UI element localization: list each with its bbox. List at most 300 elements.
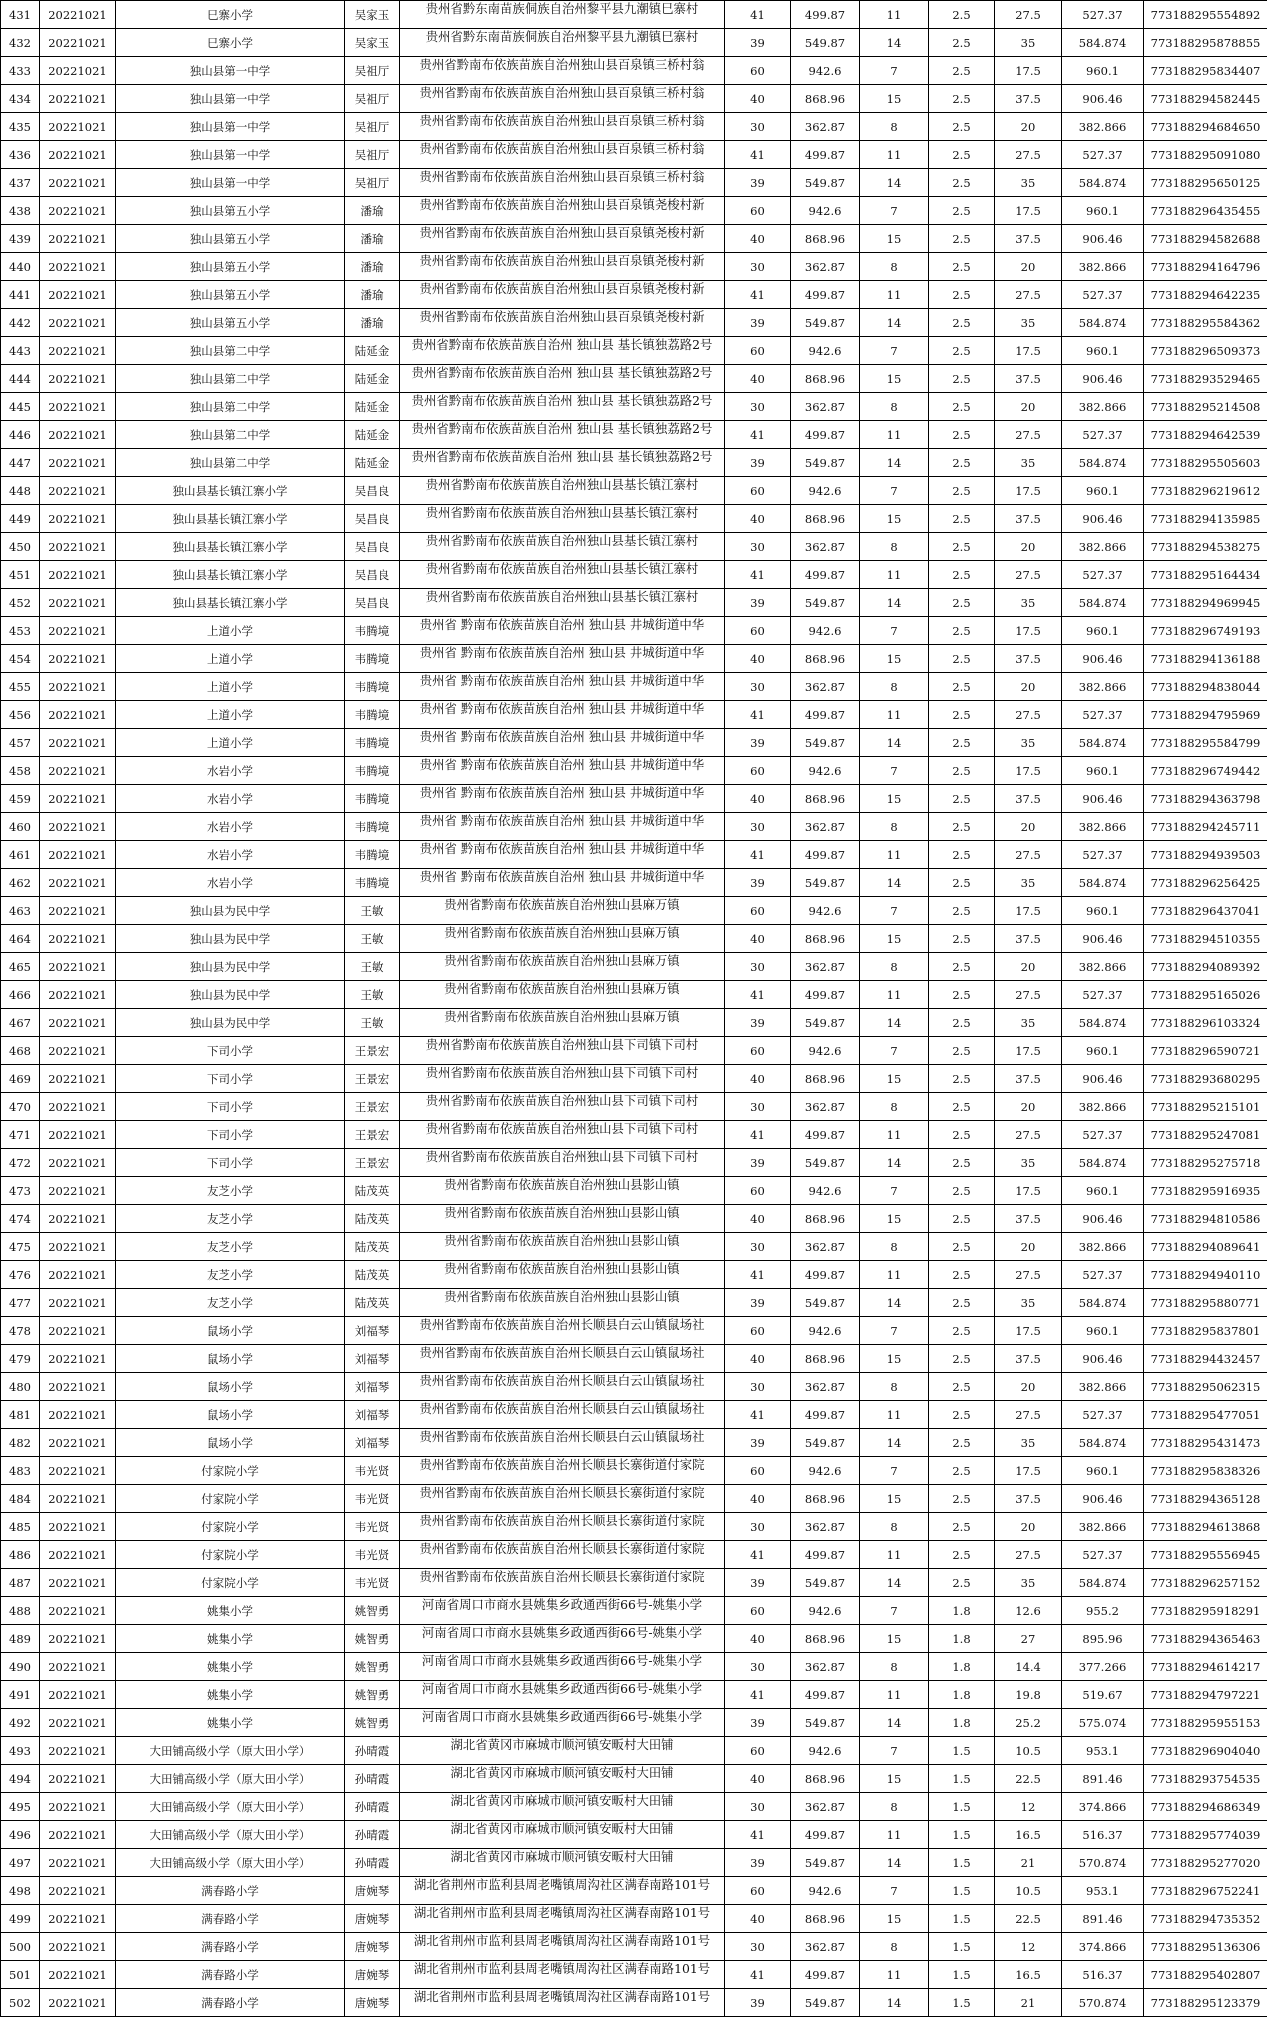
- unit-rate: 2.5: [929, 337, 995, 365]
- amount: 549.87: [791, 869, 860, 897]
- quantity: 39: [725, 589, 791, 617]
- amount: 362.87: [791, 113, 860, 141]
- pieces: 8: [860, 1233, 929, 1261]
- contact-name: 陆茂英: [345, 1261, 400, 1289]
- order-date: 20221021: [40, 1401, 116, 1429]
- shipping-fee: 20: [995, 253, 1062, 281]
- order-date: 20221021: [40, 85, 116, 113]
- tracking-number: 773188296257152: [1144, 1569, 1267, 1597]
- contact-name: 刘福琴: [345, 1429, 400, 1457]
- unit-rate: 2.5: [929, 477, 995, 505]
- tracking-number: 773188295916935: [1144, 1177, 1267, 1205]
- quantity: 39: [725, 1149, 791, 1177]
- quantity: 30: [725, 1513, 791, 1541]
- row-number: 502: [1, 1989, 40, 2017]
- school-name: 独山县第一中学: [116, 57, 345, 85]
- school-name: 大田铺高级小学（原大田小学）: [116, 1821, 345, 1849]
- table-row: [1, 617, 1267, 645]
- quantity: 40: [725, 1065, 791, 1093]
- school-name: 姚集小学: [116, 1597, 345, 1625]
- quantity: 41: [725, 1821, 791, 1849]
- school-name: 独山县第二中学: [116, 421, 345, 449]
- tracking-number: 773188294089392: [1144, 953, 1267, 981]
- shipping-address: 湖北省荆州市监利县周老嘴镇周沟社区满春南路101号: [400, 1905, 725, 1933]
- table-row: [1, 85, 1267, 113]
- pieces: 7: [860, 1597, 929, 1625]
- shipping-address: 河南省周口市商水县姚集乡政通西街66号-姚集小学: [400, 1681, 725, 1709]
- contact-name: 吴家玉: [345, 29, 400, 57]
- order-date: 20221021: [40, 897, 116, 925]
- order-date: 20221021: [40, 169, 116, 197]
- total-amount: 960.1: [1062, 477, 1144, 505]
- total-amount: 516.37: [1062, 1961, 1144, 1989]
- unit-rate: 2.5: [929, 1233, 995, 1261]
- unit-rate: 2.5: [929, 393, 995, 421]
- school-name: 独山县为民中学: [116, 925, 345, 953]
- school-name: 大田铺高级小学（原大田小学）: [116, 1765, 345, 1793]
- order-date: 20221021: [40, 253, 116, 281]
- table-row: [1, 1709, 1267, 1737]
- unit-rate: 2.5: [929, 617, 995, 645]
- order-date: 20221021: [40, 1709, 116, 1737]
- unit-rate: 1.8: [929, 1709, 995, 1737]
- total-amount: 584.874: [1062, 1009, 1144, 1037]
- total-amount: 960.1: [1062, 897, 1144, 925]
- pieces: 7: [860, 1037, 929, 1065]
- shipping-fee: 35: [995, 869, 1062, 897]
- pieces: 14: [860, 869, 929, 897]
- school-name: 鼠场小学: [116, 1317, 345, 1345]
- school-name: 满春路小学: [116, 1989, 345, 2017]
- total-amount: 374.866: [1062, 1793, 1144, 1821]
- pieces: 14: [860, 1009, 929, 1037]
- contact-name: 韦光贤: [345, 1569, 400, 1597]
- unit-rate: 2.5: [929, 1345, 995, 1373]
- shipping-fee: 22.5: [995, 1765, 1062, 1793]
- row-number: 458: [1, 757, 40, 785]
- total-amount: 960.1: [1062, 1317, 1144, 1345]
- quantity: 30: [725, 533, 791, 561]
- row-number: 487: [1, 1569, 40, 1597]
- order-date: 20221021: [40, 589, 116, 617]
- amount: 942.6: [791, 617, 860, 645]
- shipping-fee: 37.5: [995, 85, 1062, 113]
- shipping-address: 河南省周口市商水县姚集乡政通西街66号-姚集小学: [400, 1625, 725, 1653]
- amount: 362.87: [791, 813, 860, 841]
- contact-name: 孙晴霞: [345, 1849, 400, 1877]
- row-number: 446: [1, 421, 40, 449]
- table-row: [1, 1485, 1267, 1513]
- row-number: 447: [1, 449, 40, 477]
- tracking-number: 773188294432457: [1144, 1345, 1267, 1373]
- table-row: [1, 309, 1267, 337]
- amount: 868.96: [791, 925, 860, 953]
- contact-name: 韦腾境: [345, 729, 400, 757]
- row-number: 466: [1, 981, 40, 1009]
- total-amount: 382.866: [1062, 673, 1144, 701]
- shipping-fee: 17.5: [995, 337, 1062, 365]
- table-row: [1, 785, 1267, 813]
- school-name: 下司小学: [116, 1121, 345, 1149]
- shipping-fee: 20: [995, 673, 1062, 701]
- shipping-fee: 35: [995, 1009, 1062, 1037]
- shipping-address: 湖北省黄冈市麻城市顺河镇安畈村大田铺: [400, 1793, 725, 1821]
- school-name: 大田铺高级小学（原大田小学）: [116, 1793, 345, 1821]
- shipping-address: 贵州省黔南布依族苗族自治州长顺县长寨街道付家院: [400, 1513, 725, 1541]
- contact-name: 姚智勇: [345, 1625, 400, 1653]
- total-amount: 584.874: [1062, 729, 1144, 757]
- row-number: 498: [1, 1877, 40, 1905]
- amount: 499.87: [791, 1541, 860, 1569]
- order-date: 20221021: [40, 1877, 116, 1905]
- total-amount: 584.874: [1062, 1289, 1144, 1317]
- unit-rate: 2.5: [929, 1317, 995, 1345]
- amount: 499.87: [791, 421, 860, 449]
- total-amount: 584.874: [1062, 589, 1144, 617]
- school-name: 巳寨小学: [116, 1, 345, 29]
- pieces: 15: [860, 925, 929, 953]
- tracking-number: 773188295834407: [1144, 57, 1267, 85]
- school-name: 独山县第一中学: [116, 113, 345, 141]
- row-number: 496: [1, 1821, 40, 1849]
- total-amount: 960.1: [1062, 1457, 1144, 1485]
- table-row: [1, 869, 1267, 897]
- shipping-address: 贵州省黔南布依族苗族自治州独山县下司镇下司村: [400, 1093, 725, 1121]
- shipping-address: 贵州省黔东南苗族侗族自治州黎平县九潮镇巳寨村: [400, 29, 725, 57]
- total-amount: 955.2: [1062, 1597, 1144, 1625]
- contact-name: 陆延金: [345, 365, 400, 393]
- quantity: 60: [725, 1177, 791, 1205]
- quantity: 60: [725, 617, 791, 645]
- table-row: [1, 561, 1267, 589]
- total-amount: 382.866: [1062, 1233, 1144, 1261]
- table-row: [1, 1373, 1267, 1401]
- order-date: 20221021: [40, 225, 116, 253]
- shipping-fee: 35: [995, 589, 1062, 617]
- unit-rate: 2.5: [929, 309, 995, 337]
- order-date: 20221021: [40, 1625, 116, 1653]
- table-row: [1, 1345, 1267, 1373]
- shipping-address: 河南省周口市商水县姚集乡政通西街66号-姚集小学: [400, 1709, 725, 1737]
- shipping-fee: 20: [995, 533, 1062, 561]
- row-number: 433: [1, 57, 40, 85]
- school-name: 姚集小学: [116, 1709, 345, 1737]
- school-name: 水岩小学: [116, 785, 345, 813]
- order-date: 20221021: [40, 645, 116, 673]
- school-name: 巳寨小学: [116, 29, 345, 57]
- unit-rate: 2.5: [929, 673, 995, 701]
- shipping-fee: 17.5: [995, 477, 1062, 505]
- pieces: 15: [860, 505, 929, 533]
- quantity: 40: [725, 1905, 791, 1933]
- quantity: 41: [725, 1681, 791, 1709]
- tracking-number: 773188295584362: [1144, 309, 1267, 337]
- tracking-number: 773188295164434: [1144, 561, 1267, 589]
- pieces: 14: [860, 729, 929, 757]
- total-amount: 953.1: [1062, 1877, 1144, 1905]
- unit-rate: 2.5: [929, 561, 995, 589]
- tracking-number: 773188293680295: [1144, 1065, 1267, 1093]
- row-number: 469: [1, 1065, 40, 1093]
- table-row: [1, 1177, 1267, 1205]
- unit-rate: 2.5: [929, 1093, 995, 1121]
- shipping-fee: 17.5: [995, 57, 1062, 85]
- tracking-number: 773188295554892: [1144, 1, 1267, 29]
- table-row: [1, 1037, 1267, 1065]
- pieces: 15: [860, 645, 929, 673]
- school-name: 独山县为民中学: [116, 897, 345, 925]
- shipping-fee: 27.5: [995, 561, 1062, 589]
- unit-rate: 2.5: [929, 365, 995, 393]
- quantity: 60: [725, 1737, 791, 1765]
- tracking-number: 773188295215101: [1144, 1093, 1267, 1121]
- unit-rate: 2.5: [929, 57, 995, 85]
- contact-name: 王景宏: [345, 1121, 400, 1149]
- row-number: 476: [1, 1261, 40, 1289]
- shipping-address: 湖北省黄冈市麻城市顺河镇安畈村大田铺: [400, 1849, 725, 1877]
- row-number: 481: [1, 1401, 40, 1429]
- contact-name: 刘福琴: [345, 1373, 400, 1401]
- row-number: 431: [1, 1, 40, 29]
- shipping-fee: 17.5: [995, 1317, 1062, 1345]
- quantity: 60: [725, 1877, 791, 1905]
- quantity: 60: [725, 1317, 791, 1345]
- pieces: 11: [860, 1, 929, 29]
- contact-name: 韦腾境: [345, 701, 400, 729]
- total-amount: 570.874: [1062, 1989, 1144, 2017]
- school-name: 独山县第二中学: [116, 449, 345, 477]
- pieces: 15: [860, 785, 929, 813]
- school-name: 大田铺高级小学（原大田小学）: [116, 1737, 345, 1765]
- quantity: 39: [725, 169, 791, 197]
- table-row: [1, 1149, 1267, 1177]
- contact-name: 韦腾境: [345, 673, 400, 701]
- contact-name: 姚智勇: [345, 1681, 400, 1709]
- total-amount: 584.874: [1062, 1429, 1144, 1457]
- amount: 868.96: [791, 785, 860, 813]
- amount: 362.87: [791, 533, 860, 561]
- pieces: 11: [860, 701, 929, 729]
- quantity: 60: [725, 1037, 791, 1065]
- pieces: 11: [860, 981, 929, 1009]
- amount: 942.6: [791, 1037, 860, 1065]
- table-row: [1, 1849, 1267, 1877]
- total-amount: 906.46: [1062, 785, 1144, 813]
- row-number: 438: [1, 197, 40, 225]
- school-name: 独山县第一中学: [116, 169, 345, 197]
- contact-name: 陆延金: [345, 337, 400, 365]
- row-number: 485: [1, 1513, 40, 1541]
- shipping-fee: 27.5: [995, 1541, 1062, 1569]
- contact-name: 吴昌良: [345, 589, 400, 617]
- amount: 499.87: [791, 281, 860, 309]
- table-row: [1, 645, 1267, 673]
- shipping-fee: 27.5: [995, 1401, 1062, 1429]
- school-name: 上道小学: [116, 673, 345, 701]
- shipping-address: 湖北省荆州市监利县周老嘴镇周沟社区满春南路101号: [400, 1989, 725, 2017]
- total-amount: 382.866: [1062, 1373, 1144, 1401]
- unit-rate: 1.8: [929, 1625, 995, 1653]
- pieces: 14: [860, 29, 929, 57]
- table-row: [1, 1765, 1267, 1793]
- unit-rate: 2.5: [929, 141, 995, 169]
- unit-rate: 2.5: [929, 1205, 995, 1233]
- pieces: 11: [860, 421, 929, 449]
- amount: 868.96: [791, 1205, 860, 1233]
- pieces: 11: [860, 1821, 929, 1849]
- contact-name: 唐婉琴: [345, 1905, 400, 1933]
- unit-rate: 2.5: [929, 29, 995, 57]
- shipping-address: 贵州省黔南布依族苗族自治州独山县下司镇下司村: [400, 1037, 725, 1065]
- amount: 942.6: [791, 757, 860, 785]
- amount: 868.96: [791, 1065, 860, 1093]
- pieces: 15: [860, 1205, 929, 1233]
- unit-rate: 2.5: [929, 1485, 995, 1513]
- school-name: 独山县为民中学: [116, 981, 345, 1009]
- row-number: 484: [1, 1485, 40, 1513]
- pieces: 11: [860, 1541, 929, 1569]
- school-name: 独山县基长镇江寨小学: [116, 505, 345, 533]
- shipping-address: 贵州省黔南布依族苗族自治州独山县影山镇: [400, 1177, 725, 1205]
- order-date: 20221021: [40, 393, 116, 421]
- quantity: 39: [725, 1989, 791, 2017]
- row-number: 499: [1, 1905, 40, 1933]
- order-date: 20221021: [40, 561, 116, 589]
- pieces: 14: [860, 1289, 929, 1317]
- order-date: 20221021: [40, 1261, 116, 1289]
- quantity: 40: [725, 505, 791, 533]
- tracking-number: 773188294797221: [1144, 1681, 1267, 1709]
- school-name: 独山县第一中学: [116, 85, 345, 113]
- tracking-number: 773188294135985: [1144, 505, 1267, 533]
- pieces: 15: [860, 225, 929, 253]
- table-row: [1, 197, 1267, 225]
- tracking-number: 773188296752241: [1144, 1877, 1267, 1905]
- order-date: 20221021: [40, 1373, 116, 1401]
- amount: 868.96: [791, 225, 860, 253]
- table-row: [1, 1681, 1267, 1709]
- table-row: [1, 925, 1267, 953]
- tracking-number: 773188295650125: [1144, 169, 1267, 197]
- pieces: 7: [860, 617, 929, 645]
- tracking-number: 773188295123379: [1144, 1989, 1267, 2017]
- unit-rate: 2.5: [929, 1457, 995, 1485]
- unit-rate: 2.5: [929, 813, 995, 841]
- amount: 942.6: [791, 1597, 860, 1625]
- unit-rate: 2.5: [929, 505, 995, 533]
- amount: 549.87: [791, 309, 860, 337]
- table-row: [1, 253, 1267, 281]
- row-number: 462: [1, 869, 40, 897]
- quantity: 30: [725, 1793, 791, 1821]
- shipping-address: 贵州省黔南布依族苗族自治州独山县基长镇江寨村: [400, 589, 725, 617]
- pieces: 7: [860, 757, 929, 785]
- pieces: 15: [860, 1345, 929, 1373]
- tracking-number: 773188294245711: [1144, 813, 1267, 841]
- school-name: 鼠场小学: [116, 1401, 345, 1429]
- order-date: 20221021: [40, 1989, 116, 2017]
- row-number: 477: [1, 1289, 40, 1317]
- total-amount: 891.46: [1062, 1765, 1144, 1793]
- tracking-number: 773188295878855: [1144, 29, 1267, 57]
- shipping-fee: 37.5: [995, 785, 1062, 813]
- contact-name: 王景宏: [345, 1065, 400, 1093]
- pieces: 11: [860, 561, 929, 589]
- total-amount: 584.874: [1062, 309, 1144, 337]
- row-number: 471: [1, 1121, 40, 1149]
- quantity: 40: [725, 925, 791, 953]
- row-number: 451: [1, 561, 40, 589]
- row-number: 482: [1, 1429, 40, 1457]
- unit-rate: 2.5: [929, 253, 995, 281]
- quantity: 39: [725, 29, 791, 57]
- row-number: 434: [1, 85, 40, 113]
- quantity: 41: [725, 561, 791, 589]
- total-amount: 575.074: [1062, 1709, 1144, 1737]
- pieces: 14: [860, 1989, 929, 2017]
- total-amount: 891.46: [1062, 1905, 1144, 1933]
- shipping-address: 贵州省黔南布依族苗族自治州长顺县长寨街道付家院: [400, 1541, 725, 1569]
- order-date: 20221021: [40, 1793, 116, 1821]
- contact-name: 王敏: [345, 925, 400, 953]
- shipping-address: 贵州省黔南布依族苗族自治州独山县下司镇下司村: [400, 1065, 725, 1093]
- order-date: 20221021: [40, 1177, 116, 1205]
- order-date: 20221021: [40, 1961, 116, 1989]
- tracking-number: 773188294940110: [1144, 1261, 1267, 1289]
- shipping-fee: 12: [995, 1933, 1062, 1961]
- shipping-fee: 35: [995, 169, 1062, 197]
- row-number: 456: [1, 701, 40, 729]
- unit-rate: 1.5: [929, 1765, 995, 1793]
- unit-rate: 1.5: [929, 1905, 995, 1933]
- table-row: [1, 29, 1267, 57]
- tracking-number: 773188296256425: [1144, 869, 1267, 897]
- shipping-fee: 37.5: [995, 365, 1062, 393]
- order-date: 20221021: [40, 1653, 116, 1681]
- row-number: 454: [1, 645, 40, 673]
- school-name: 独山县第五小学: [116, 197, 345, 225]
- pieces: 14: [860, 589, 929, 617]
- quantity: 40: [725, 1205, 791, 1233]
- amount: 549.87: [791, 729, 860, 757]
- contact-name: 吴昌良: [345, 561, 400, 589]
- amount: 942.6: [791, 1317, 860, 1345]
- tracking-number: 773188294365128: [1144, 1485, 1267, 1513]
- amount: 549.87: [791, 1849, 860, 1877]
- order-date: 20221021: [40, 337, 116, 365]
- school-name: 独山县基长镇江寨小学: [116, 477, 345, 505]
- pieces: 8: [860, 533, 929, 561]
- table-row: [1, 1233, 1267, 1261]
- school-name: 付家院小学: [116, 1457, 345, 1485]
- order-date: 20221021: [40, 757, 116, 785]
- shipping-address: 贵州省黔南布依族苗族自治州长顺县长寨街道付家院: [400, 1569, 725, 1597]
- total-amount: 516.37: [1062, 1821, 1144, 1849]
- pieces: 15: [860, 1765, 929, 1793]
- tracking-number: 773188295214508: [1144, 393, 1267, 421]
- quantity: 40: [725, 785, 791, 813]
- school-name: 付家院小学: [116, 1541, 345, 1569]
- shipping-address: 贵州省 黔南布依族苗族自治州 独山县 井城街道中华: [400, 673, 725, 701]
- quantity: 30: [725, 813, 791, 841]
- table-row: [1, 1317, 1267, 1345]
- row-number: 445: [1, 393, 40, 421]
- shipping-address: 贵州省 黔南布依族苗族自治州 独山县 井城街道中华: [400, 813, 725, 841]
- unit-rate: 2.5: [929, 925, 995, 953]
- contact-name: 吴祖厅: [345, 113, 400, 141]
- row-number: 440: [1, 253, 40, 281]
- amount: 942.6: [791, 1737, 860, 1765]
